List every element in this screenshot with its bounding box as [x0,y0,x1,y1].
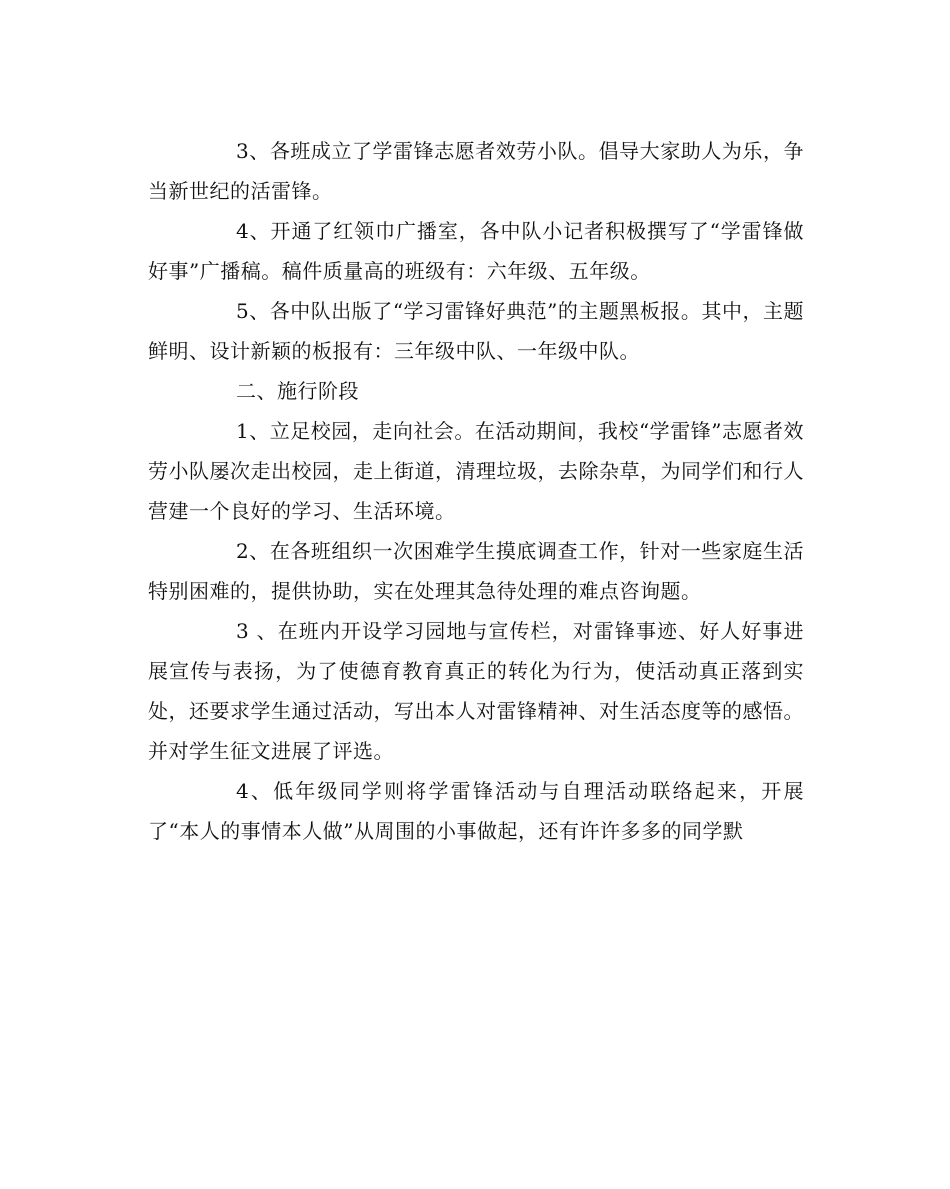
document-body [148,131,804,851]
paragraph-volunteer-team: 3、各班成立了学雷锋志愿者效劳小队。倡导大家助人为乐，争当新世纪的活雷锋。 [148,139,804,203]
paragraph-broadcast-room: 4、开通了红领巾广播室，各中队小记者积极撰写了“学雷锋做好事”广播稿。稿件质量高的班级有：六年级、五年级。 [148,219,804,283]
paragraph-blackboard: 5、各中队出版了“学习雷锋好典范”的主题黑板报。其中，主题鲜明、设计新颖的板报有：三年级中队、一年级中队。 [148,299,804,363]
paragraph-survey: 2、在各班组织一次困难学生摸底调查工作，针对一些家庭生活特别困难的，提供协助，实在处理其急待处理的难点咨询题。 [148,539,804,603]
paragraph-lower-grades: 4、低年级同学则将学雷锋活动与自理活动联络起来，开展了“本人的事情本人做”从周围的小事做起，还有许许多多的同学默 [148,779,804,843]
section-heading-implementation: 二、施行阶段 [236,379,359,403]
paragraph-campus-society: 1、立足校园，走向社会。在活动期间，我校“学雷锋”志愿者效劳小队屡次走出校园，走上街道，清理垃圾，去除杂草，为同学们和行人营建一个良好的学习、生活环境。 [148,419,804,523]
paragraph-study-garden: 3 、在班内开设学习园地与宣传栏，对雷锋事迹、好人好事进展宣传与表扬，为了使德育教育真正的转化为行为，使活动真正落到实处，还要求学生通过活动，写出本人对雷锋精神、对生活态度等的感悟。并对学生征文进展了评选。 [148,619,804,763]
